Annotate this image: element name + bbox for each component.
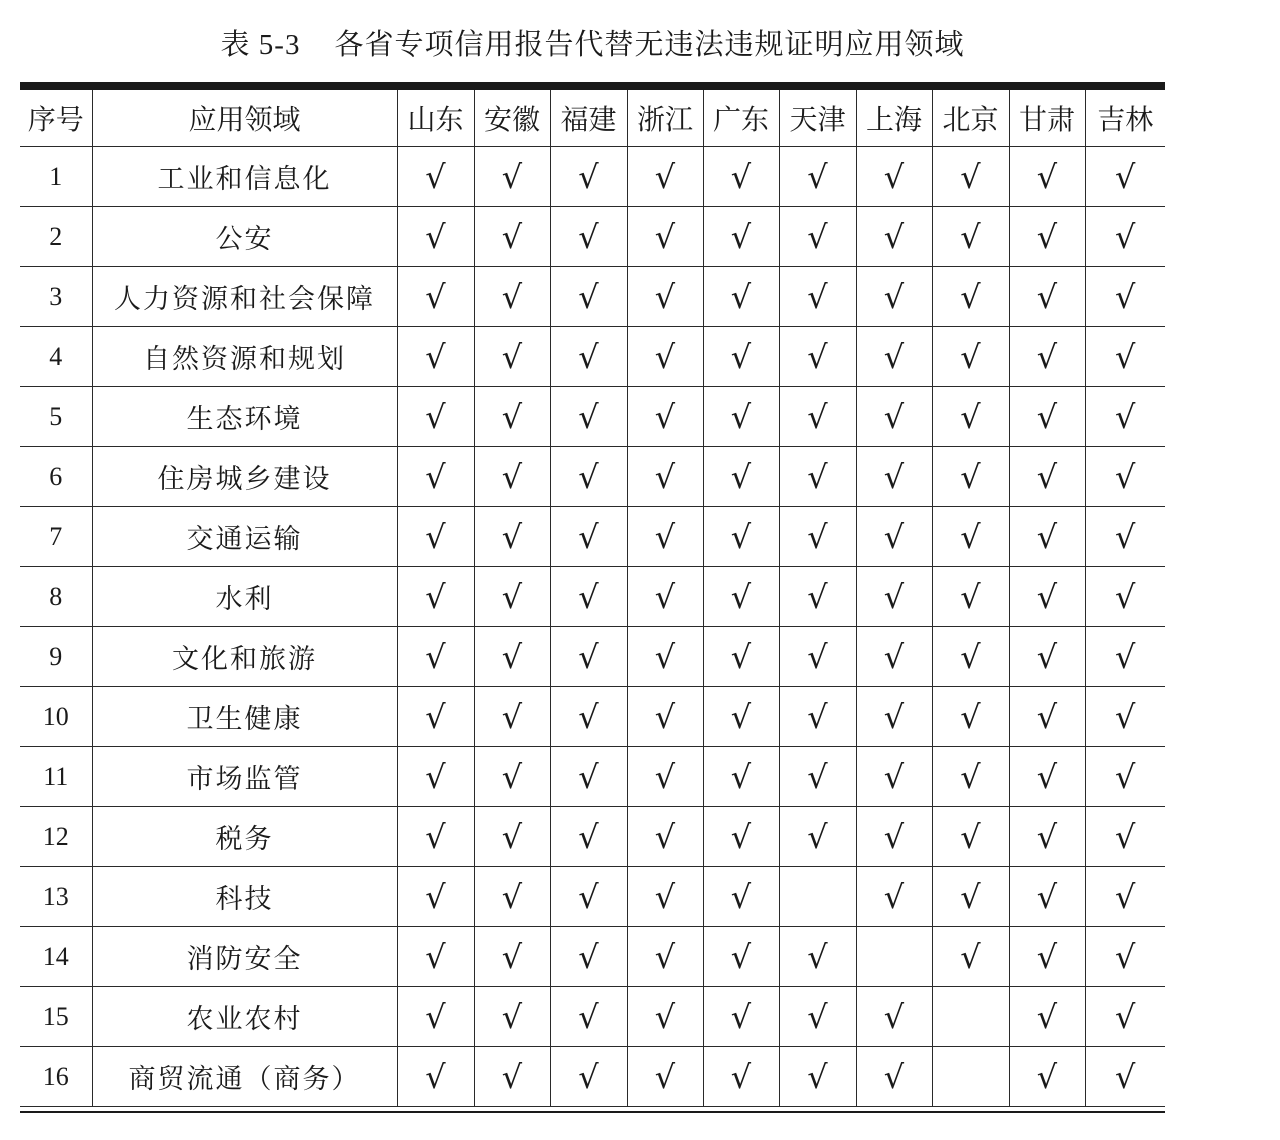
check-mark-cell: √ (1009, 987, 1085, 1047)
check-mark-cell: √ (1085, 507, 1165, 567)
check-mark-cell: √ (397, 327, 474, 387)
check-mark-cell: √ (703, 447, 779, 507)
application-field: 住房城乡建设 (92, 447, 397, 507)
check-mark-cell: √ (1085, 687, 1165, 747)
check-mark-cell: √ (703, 207, 779, 267)
check-mark-cell: √ (627, 867, 703, 927)
application-field: 水利 (92, 567, 397, 627)
check-mark-cell: √ (397, 207, 474, 267)
check-mark-cell: √ (627, 627, 703, 687)
table-row (20, 567, 1165, 627)
check-mark-cell: √ (474, 447, 550, 507)
check-mark-cell: √ (474, 927, 550, 987)
table-row (20, 387, 1165, 447)
check-mark-cell: √ (627, 987, 703, 1047)
row-number: 3 (20, 267, 92, 327)
check-mark-cell: √ (1009, 807, 1085, 867)
row-number: 11 (20, 747, 92, 807)
check-mark-cell: √ (1009, 267, 1085, 327)
check-mark-cell: √ (397, 147, 474, 207)
application-field: 卫生健康 (92, 687, 397, 747)
check-mark-cell: √ (397, 987, 474, 1047)
row-number: 6 (20, 447, 92, 507)
check-mark-cell: √ (1085, 927, 1165, 987)
check-mark-cell: √ (1085, 747, 1165, 807)
check-mark-cell: √ (932, 147, 1009, 207)
check-mark-cell: √ (550, 747, 627, 807)
check-mark-cell: √ (779, 987, 856, 1047)
check-mark-cell: √ (856, 867, 932, 927)
check-mark-cell: √ (1009, 507, 1085, 567)
check-mark-cell: √ (1009, 327, 1085, 387)
check-mark-cell: √ (932, 747, 1009, 807)
application-field: 文化和旅游 (92, 627, 397, 687)
table-row (20, 927, 1165, 987)
check-mark-cell: √ (1085, 1047, 1165, 1107)
check-mark-cell: √ (627, 327, 703, 387)
check-mark-cell: √ (397, 867, 474, 927)
table-row (20, 447, 1165, 507)
check-mark-cell: √ (856, 447, 932, 507)
application-field: 工业和信息化 (92, 147, 397, 207)
check-mark-cell: √ (474, 627, 550, 687)
application-field: 农业农村 (92, 987, 397, 1047)
check-mark-cell: √ (703, 147, 779, 207)
row-number: 14 (20, 927, 92, 987)
row-number: 7 (20, 507, 92, 567)
check-mark-cell: √ (779, 567, 856, 627)
check-mark-cell: √ (932, 387, 1009, 447)
check-mark-cell: √ (550, 207, 627, 267)
table-row (20, 687, 1165, 747)
check-mark-cell (932, 1047, 1009, 1107)
row-number: 12 (20, 807, 92, 867)
check-mark-cell: √ (474, 147, 550, 207)
table-row (20, 627, 1165, 687)
check-mark-cell: √ (627, 807, 703, 867)
check-mark-cell: √ (397, 567, 474, 627)
check-mark-cell: √ (550, 927, 627, 987)
check-mark-cell: √ (703, 687, 779, 747)
check-mark-cell: √ (932, 447, 1009, 507)
check-mark-cell: √ (932, 507, 1009, 567)
check-mark-cell: √ (397, 687, 474, 747)
check-mark-cell: √ (932, 267, 1009, 327)
check-mark-cell: √ (627, 747, 703, 807)
check-mark-cell: √ (856, 507, 932, 567)
check-mark-cell: √ (703, 567, 779, 627)
table-row (20, 1047, 1165, 1107)
row-number: 9 (20, 627, 92, 687)
check-mark-cell: √ (779, 807, 856, 867)
check-mark-cell: √ (703, 627, 779, 687)
check-mark-cell: √ (1009, 447, 1085, 507)
check-mark-cell: √ (856, 567, 932, 627)
check-mark-cell: √ (550, 387, 627, 447)
header-anhui: 安徽 (474, 90, 550, 147)
check-mark-cell: √ (932, 567, 1009, 627)
check-mark-cell: √ (779, 627, 856, 687)
check-mark-cell: √ (703, 267, 779, 327)
check-mark-cell: √ (703, 867, 779, 927)
check-mark-cell: √ (779, 207, 856, 267)
check-mark-cell: √ (703, 927, 779, 987)
check-mark-cell: √ (474, 1047, 550, 1107)
check-mark-cell (932, 987, 1009, 1047)
check-mark-cell: √ (1009, 147, 1085, 207)
check-mark-cell: √ (627, 567, 703, 627)
application-field: 科技 (92, 867, 397, 927)
table-row (20, 507, 1165, 567)
check-mark-cell: √ (1009, 927, 1085, 987)
check-mark-cell: √ (932, 807, 1009, 867)
row-number: 4 (20, 327, 92, 387)
application-field: 商贸流通（商务） (92, 1047, 397, 1107)
table-body (20, 147, 1165, 1107)
check-mark-cell: √ (550, 1047, 627, 1107)
check-mark-cell: √ (1009, 687, 1085, 747)
application-field: 市场监管 (92, 747, 397, 807)
application-field: 公安 (92, 207, 397, 267)
row-number: 13 (20, 867, 92, 927)
check-mark-cell: √ (1085, 867, 1165, 927)
check-mark-cell: √ (474, 567, 550, 627)
header-shanghai: 上海 (856, 90, 932, 147)
check-mark-cell: √ (474, 267, 550, 327)
check-mark-cell: √ (627, 507, 703, 567)
check-mark-cell: √ (856, 267, 932, 327)
application-field: 税务 (92, 807, 397, 867)
check-mark-cell: √ (550, 567, 627, 627)
check-mark-cell: √ (779, 747, 856, 807)
check-mark-cell: √ (1009, 1047, 1085, 1107)
check-mark-cell: √ (397, 507, 474, 567)
row-number: 10 (20, 687, 92, 747)
check-mark-cell: √ (779, 387, 856, 447)
check-mark-cell: √ (932, 927, 1009, 987)
table-row (20, 807, 1165, 867)
check-mark-cell: √ (397, 627, 474, 687)
check-mark-cell: √ (779, 687, 856, 747)
row-number: 8 (20, 567, 92, 627)
check-mark-cell: √ (856, 807, 932, 867)
header-jilin: 吉林 (1085, 90, 1165, 147)
table-row (20, 747, 1165, 807)
row-number: 15 (20, 987, 92, 1047)
check-mark-cell: √ (932, 687, 1009, 747)
check-mark-cell: √ (397, 807, 474, 867)
check-mark-cell: √ (856, 147, 932, 207)
table-row (20, 987, 1165, 1047)
check-mark-cell: √ (474, 807, 550, 867)
check-mark-cell: √ (1009, 747, 1085, 807)
check-mark-cell: √ (474, 207, 550, 267)
check-mark-cell: √ (627, 1047, 703, 1107)
check-mark-cell: √ (856, 1047, 932, 1107)
check-mark-cell: √ (550, 867, 627, 927)
table-number: 表 5-3 (220, 29, 301, 61)
check-mark-cell: √ (856, 387, 932, 447)
check-mark-cell: √ (1085, 387, 1165, 447)
check-mark-cell: √ (550, 147, 627, 207)
check-mark-cell: √ (1085, 207, 1165, 267)
check-mark-cell: √ (474, 867, 550, 927)
table-row (20, 147, 1165, 207)
header-field: 应用领域 (92, 90, 397, 147)
check-mark-cell: √ (397, 1047, 474, 1107)
check-mark-cell: √ (627, 207, 703, 267)
table-top-rule (20, 82, 1165, 90)
check-mark-cell: √ (474, 387, 550, 447)
check-mark-cell: √ (1085, 147, 1165, 207)
application-field: 自然资源和规划 (92, 327, 397, 387)
table-caption: 各省专项信用报告代替无违法违规证明应用领域 (334, 27, 965, 61)
check-mark-cell: √ (1085, 807, 1165, 867)
check-mark-cell: √ (1009, 867, 1085, 927)
check-mark-cell (779, 867, 856, 927)
table-row (20, 867, 1165, 927)
check-mark-cell: √ (550, 327, 627, 387)
header-guangdong: 广东 (703, 90, 779, 147)
check-mark-cell: √ (397, 927, 474, 987)
check-mark-cell: √ (627, 147, 703, 207)
header-shandong: 山东 (397, 90, 474, 147)
header-tianjin: 天津 (779, 90, 856, 147)
check-mark-cell: √ (550, 807, 627, 867)
check-mark-cell: √ (856, 987, 932, 1047)
check-mark-cell: √ (397, 747, 474, 807)
check-mark-cell: √ (1009, 567, 1085, 627)
application-field: 交通运输 (92, 507, 397, 567)
check-mark-cell (856, 927, 932, 987)
header-fujian: 福建 (550, 90, 627, 147)
check-mark-cell: √ (1009, 627, 1085, 687)
table-row (20, 267, 1165, 327)
check-mark-cell: √ (856, 747, 932, 807)
check-mark-cell: √ (550, 267, 627, 327)
check-mark-cell: √ (703, 387, 779, 447)
check-mark-cell: √ (932, 627, 1009, 687)
table-row (20, 327, 1165, 387)
check-mark-cell: √ (703, 987, 779, 1047)
check-mark-cell: √ (627, 687, 703, 747)
check-mark-cell: √ (397, 267, 474, 327)
check-mark-cell: √ (1085, 627, 1165, 687)
check-mark-cell: √ (703, 327, 779, 387)
check-mark-cell: √ (627, 387, 703, 447)
check-mark-cell: √ (550, 627, 627, 687)
check-mark-cell: √ (550, 447, 627, 507)
table-row (20, 207, 1165, 267)
check-mark-cell: √ (1009, 387, 1085, 447)
check-mark-cell: √ (550, 507, 627, 567)
check-mark-cell: √ (1085, 327, 1165, 387)
check-mark-cell: √ (856, 327, 932, 387)
check-mark-cell: √ (703, 507, 779, 567)
application-field: 消防安全 (92, 927, 397, 987)
check-mark-cell: √ (856, 687, 932, 747)
check-mark-cell: √ (397, 387, 474, 447)
check-mark-cell: √ (703, 807, 779, 867)
check-mark-cell: √ (856, 207, 932, 267)
check-mark-cell: √ (779, 927, 856, 987)
check-mark-cell: √ (932, 867, 1009, 927)
row-number: 16 (20, 1047, 92, 1107)
header-row (20, 90, 1165, 147)
check-mark-cell: √ (703, 747, 779, 807)
check-mark-cell: √ (856, 627, 932, 687)
application-fields-table (20, 90, 1165, 1107)
check-mark-cell: √ (550, 987, 627, 1047)
check-mark-cell: √ (1085, 447, 1165, 507)
check-mark-cell: √ (627, 447, 703, 507)
row-number: 1 (20, 147, 92, 207)
check-mark-cell: √ (1085, 267, 1165, 327)
check-mark-cell: √ (1085, 987, 1165, 1047)
check-mark-cell: √ (779, 447, 856, 507)
check-mark-cell: √ (1009, 207, 1085, 267)
check-mark-cell: √ (703, 1047, 779, 1107)
check-mark-cell: √ (932, 327, 1009, 387)
row-number: 5 (20, 387, 92, 447)
check-mark-cell: √ (779, 327, 856, 387)
check-mark-cell: √ (397, 447, 474, 507)
check-mark-cell: √ (550, 687, 627, 747)
check-mark-cell: √ (627, 927, 703, 987)
check-mark-cell: √ (779, 267, 856, 327)
check-mark-cell: √ (474, 987, 550, 1047)
row-number: 2 (20, 207, 92, 267)
application-field: 人力资源和社会保障 (92, 267, 397, 327)
check-mark-cell: √ (779, 507, 856, 567)
check-mark-cell: √ (779, 1047, 856, 1107)
check-mark-cell: √ (627, 267, 703, 327)
application-field: 生态环境 (92, 387, 397, 447)
check-mark-cell: √ (474, 327, 550, 387)
check-mark-cell: √ (474, 687, 550, 747)
check-mark-cell: √ (474, 507, 550, 567)
header-beijing: 北京 (932, 90, 1009, 147)
check-mark-cell: √ (1085, 567, 1165, 627)
header-serial: 序号 (20, 90, 92, 147)
header-zhejiang: 浙江 (627, 90, 703, 147)
table-title (0, 22, 1185, 63)
header-gansu: 甘肃 (1009, 90, 1085, 147)
table-bottom-rule (20, 1111, 1165, 1113)
check-mark-cell: √ (779, 147, 856, 207)
check-mark-cell: √ (932, 207, 1009, 267)
check-mark-cell: √ (474, 747, 550, 807)
